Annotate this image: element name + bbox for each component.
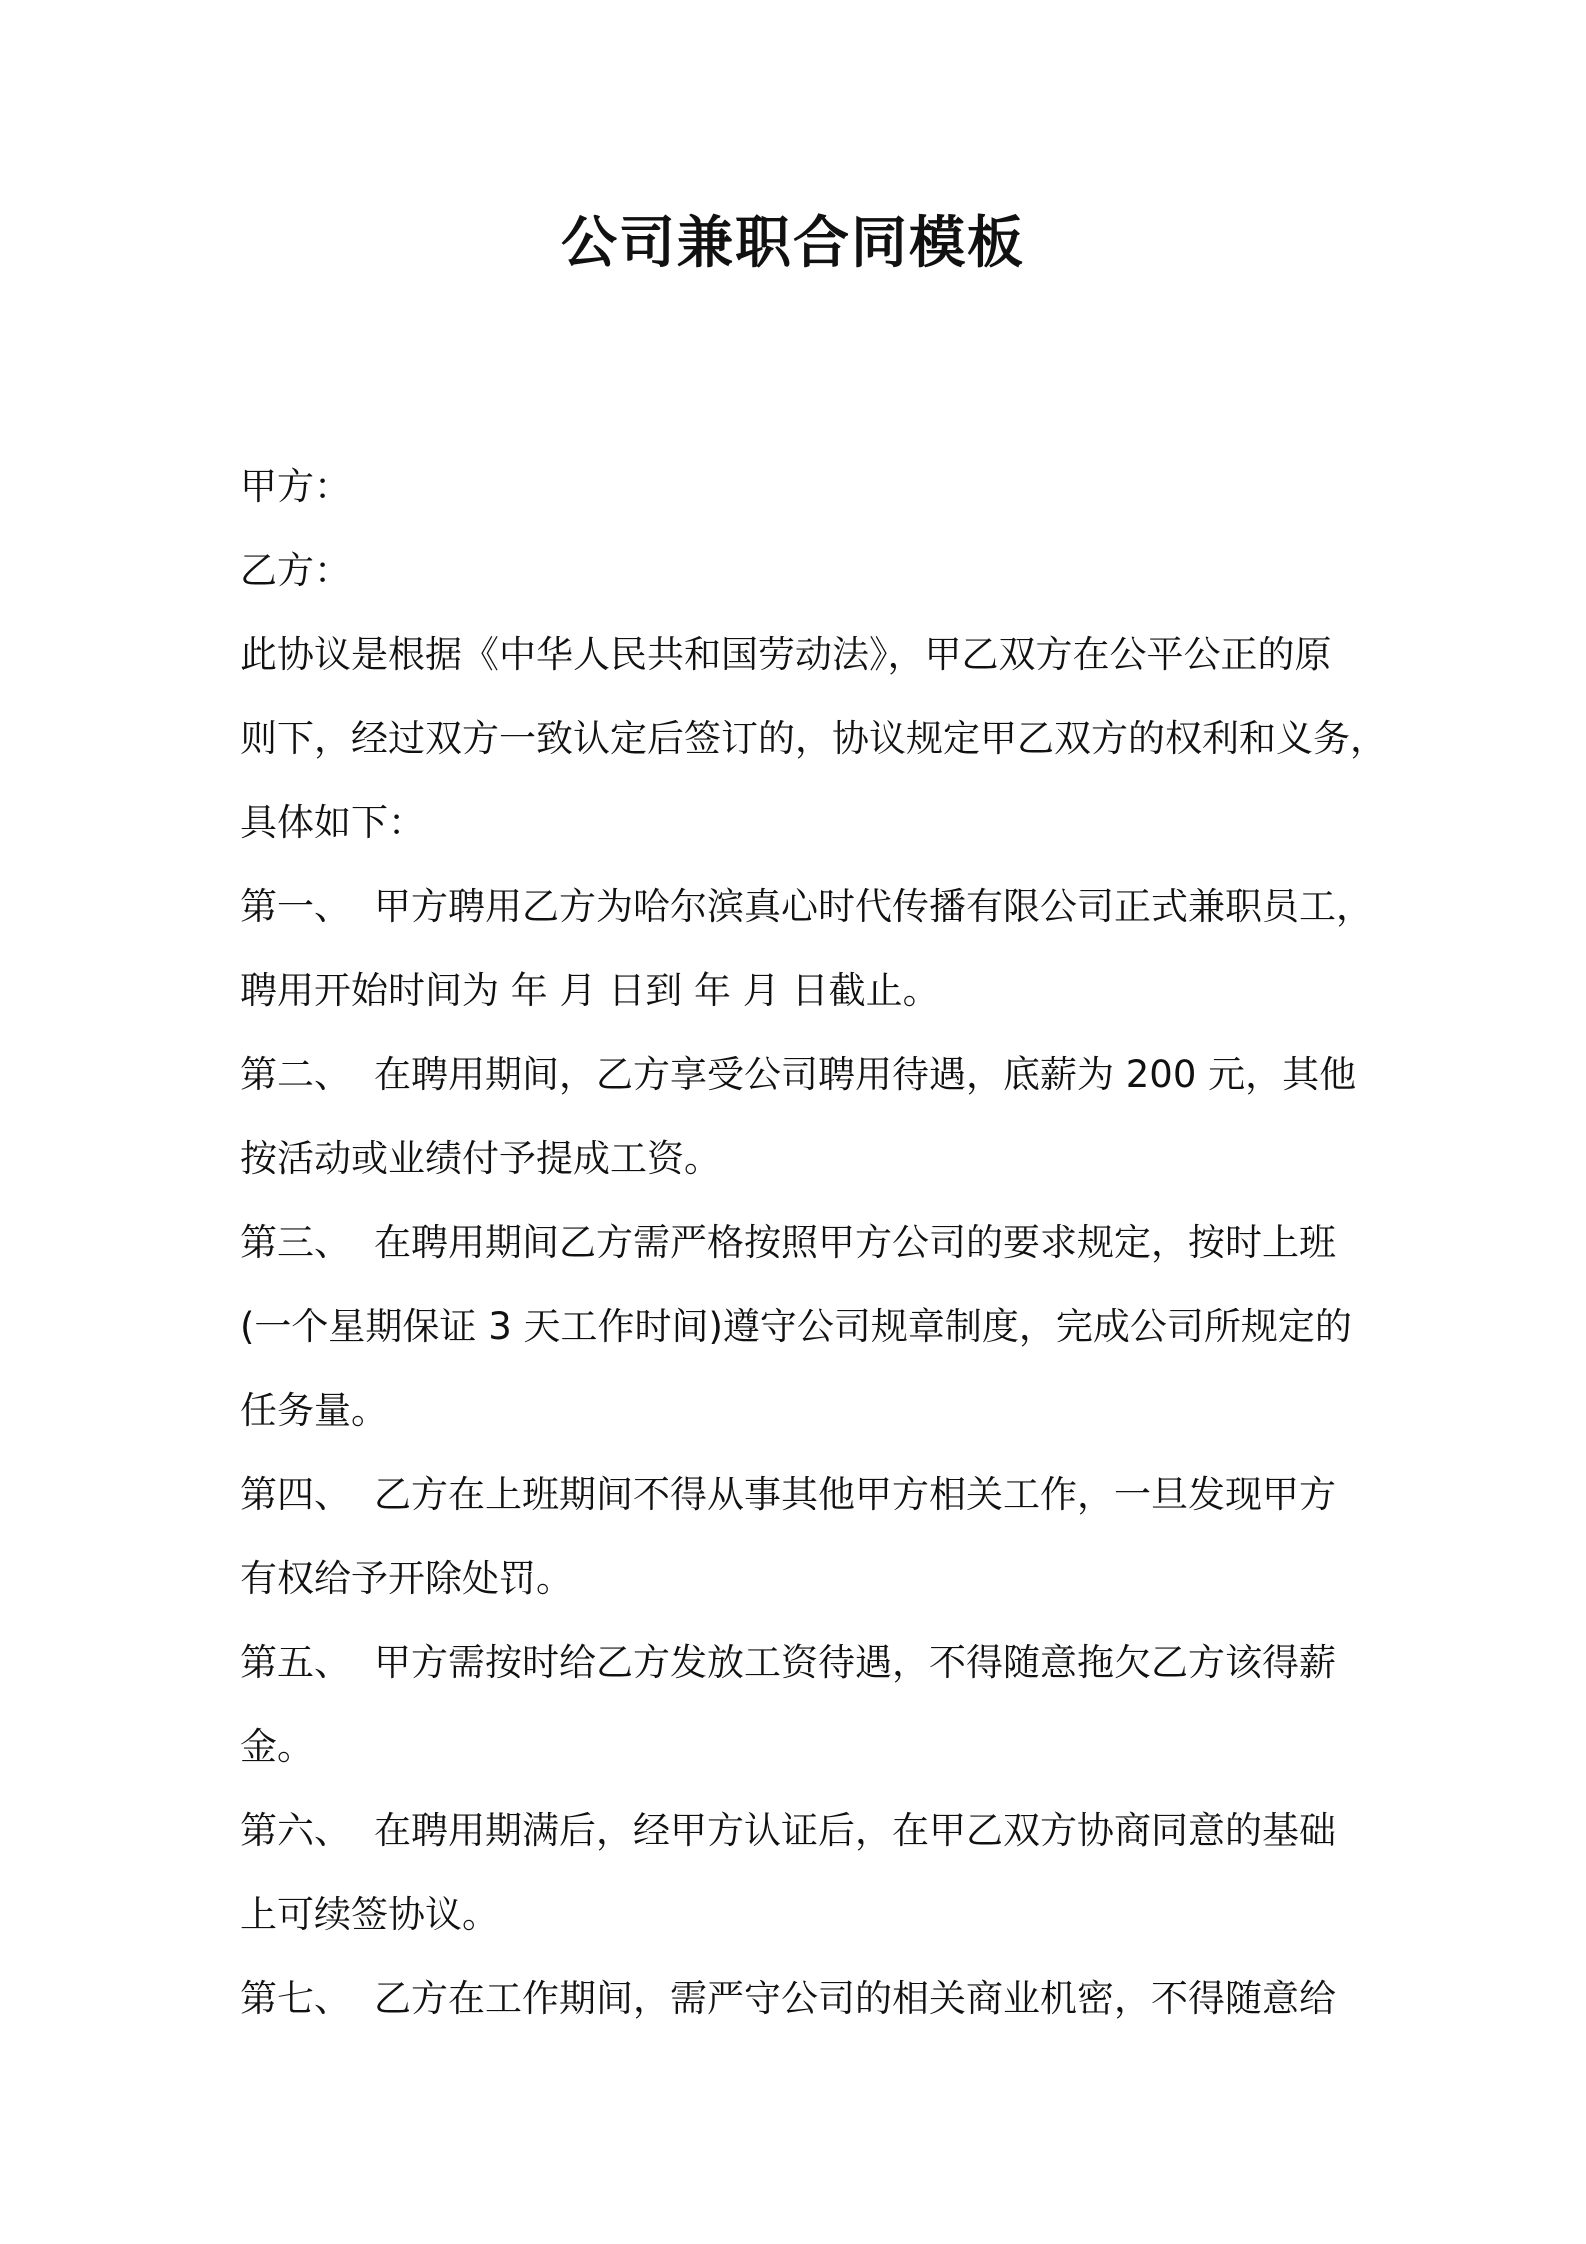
clause-text: 在聘用期满后，经甲方认证后，在甲乙双方协商同意的基础 — [374, 1809, 1336, 1852]
clause-text: 在聘用期间乙方需严格按照甲方公司的要求规定，按时上班 — [374, 1221, 1336, 1264]
clause-3 — [240, 1201, 1360, 1453]
clause-number: 第三、 — [240, 1221, 351, 1264]
clause-text: 金。 — [240, 1725, 314, 1768]
clause-text: 聘用开始时间为 年 月 日到 年 月 日截止。 — [240, 969, 940, 1012]
intro-line: 此协议是根据《中华人民共和国劳动法》，甲乙双方在公平公正的原 — [240, 633, 1332, 676]
party-b-line: 乙方： — [240, 549, 351, 592]
clause-7 — [240, 1957, 1360, 2041]
clause-text: 乙方在工作期间，需严守公司的相关商业机密，不得随意给 — [374, 1977, 1336, 2020]
clause-text: (一个星期保证 3 天工作时间)遵守公司规章制度，完成公司所规定的 — [240, 1305, 1352, 1348]
clause-text: 在聘用期间，乙方享受公司聘用待遇，底薪为 200 元，其他 — [374, 1053, 1357, 1096]
clause-number: 第六、 — [240, 1809, 351, 1852]
clause-number: 第一、 — [240, 885, 351, 928]
clause-text: 按活动或业绩付予提成工资。 — [240, 1137, 721, 1180]
intro-paragraph — [240, 613, 1387, 865]
clause-first-line — [240, 1033, 1360, 1117]
intro-line: 则下，经过双方一致认定后签订的，协议规定甲乙双方的权利和义务， — [240, 717, 1387, 760]
clause-5 — [240, 1621, 1360, 1789]
clause-first-line — [240, 1957, 1360, 2041]
clause-2 — [240, 1033, 1360, 1201]
clause-6 — [240, 1789, 1360, 1957]
document-body — [240, 445, 1387, 2041]
document-title: 公司兼职合同模板 — [561, 211, 1025, 276]
clause-text: 甲方聘用乙方为哈尔滨真心时代传播有限公司正式兼职员工， — [374, 885, 1373, 928]
clause-text: 任务量。 — [240, 1389, 388, 1432]
clause-number: 第二、 — [240, 1053, 351, 1096]
clause-text: 有权给予开除处罚。 — [240, 1557, 573, 1600]
clause-text: 乙方在上班期间不得从事其他甲方相关工作，一旦发现甲方 — [374, 1473, 1336, 1516]
clause-4 — [240, 1453, 1360, 1621]
clause-number: 第五、 — [240, 1641, 351, 1684]
clause-first-line — [240, 1201, 1360, 1285]
clause-first-line — [240, 1621, 1360, 1705]
clause-number: 第七、 — [240, 1977, 351, 2020]
clause-first-line — [240, 1453, 1360, 1537]
clause-number: 第四、 — [240, 1473, 351, 1516]
intro-line: 具体如下： — [240, 801, 425, 844]
clause-first-line — [240, 1789, 1360, 1873]
clause-text: 甲方需按时给乙方发放工资待遇，不得随意拖欠乙方该得薪 — [374, 1641, 1336, 1684]
clause-1 — [240, 865, 1373, 1033]
clause-text: 上可续签协议。 — [240, 1893, 499, 1936]
clause-first-line — [240, 865, 1373, 949]
party-a-line: 甲方： — [240, 465, 351, 508]
